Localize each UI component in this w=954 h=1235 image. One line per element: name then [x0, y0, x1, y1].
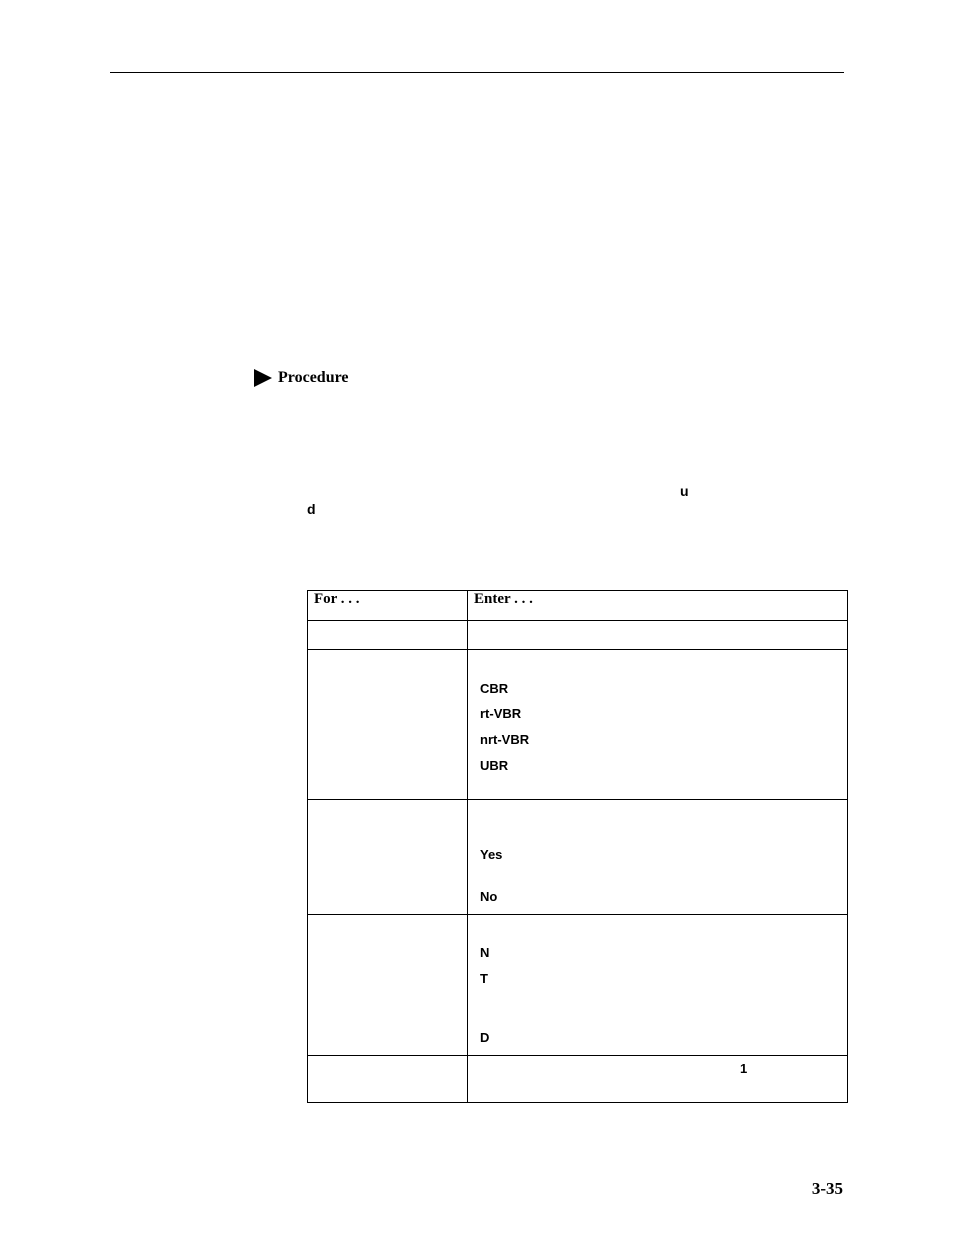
table-row — [308, 1056, 848, 1103]
value-nrt-vbr: nrt-VBR — [480, 732, 530, 747]
value-ubr: UBR — [480, 758, 509, 773]
text-fragment-u: u — [680, 483, 689, 499]
table-cell-enter — [468, 650, 848, 800]
table-cell-for — [308, 650, 468, 800]
header-rule — [110, 72, 844, 73]
table-cell-for — [308, 800, 468, 915]
table-cell-enter — [468, 1056, 848, 1103]
triangle-arrow-icon — [254, 369, 272, 387]
page-number: 3-35 — [811, 1179, 843, 1198]
table-row — [308, 915, 848, 1056]
procedure-label: Procedure — [278, 369, 349, 386]
column-header-for: For . . . — [308, 591, 468, 621]
table-row — [308, 621, 848, 650]
table-cell-for — [308, 1056, 468, 1103]
value-yes: Yes — [480, 847, 503, 862]
value-d: D — [480, 1030, 490, 1045]
value-cbr: CBR — [480, 681, 509, 696]
column-header-enter: Enter . . . — [468, 591, 848, 621]
table-row — [308, 650, 848, 800]
procedure-heading — [254, 367, 349, 389]
text-fragment-d: d — [307, 501, 316, 517]
table-cell-for — [308, 621, 468, 650]
value-t: T — [480, 971, 488, 986]
value-no: No — [480, 889, 498, 904]
table-cell-enter — [468, 915, 848, 1056]
table-cell-enter — [468, 621, 848, 650]
table-cell-for — [308, 915, 468, 1056]
value-1: 1 — [740, 1061, 748, 1076]
table-cell-enter — [468, 800, 848, 915]
value-n: N — [480, 945, 490, 960]
entry-table — [307, 590, 848, 1103]
value-rt-vbr: rt-VBR — [480, 706, 522, 721]
table-row — [308, 800, 848, 915]
table-header-row — [308, 591, 848, 621]
